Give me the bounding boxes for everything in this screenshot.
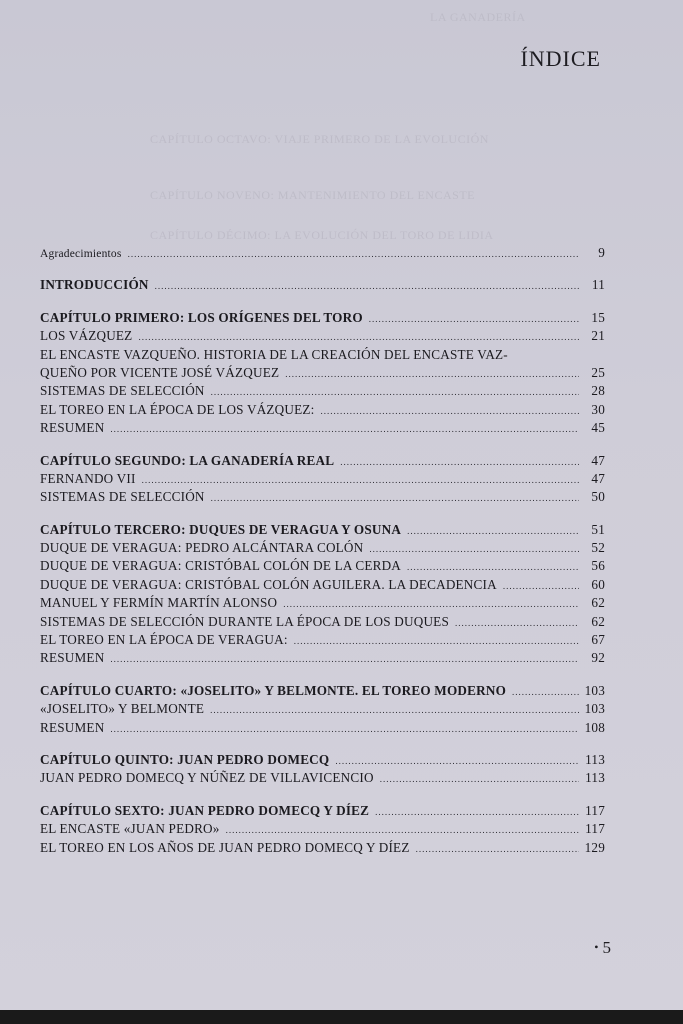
- dot-leader: [285, 365, 579, 383]
- dot-leader: [110, 720, 578, 738]
- toc-entry-page: 28: [591, 383, 605, 399]
- toc-chapter-entry[interactable]: [40, 682, 605, 700]
- toc-entry-page: 15: [591, 309, 605, 325]
- toc-entry-page: 117: [585, 821, 605, 837]
- toc-entry-page: 56: [591, 558, 605, 574]
- dot-leader: [503, 577, 579, 595]
- toc-entry[interactable]: [40, 346, 605, 383]
- toc-entry[interactable]: [40, 769, 605, 787]
- toc-entry-label: EL ENCASTE «JUAN PEDRO»: [40, 821, 220, 837]
- toc-entry[interactable]: [40, 557, 605, 575]
- show-through-text: LA GANADERÍA: [430, 10, 526, 24]
- dot-leader: [110, 650, 579, 668]
- dot-leader: [416, 840, 579, 858]
- toc-entry-label: FERNANDO VII: [40, 470, 136, 486]
- toc-entry-page: 113: [585, 752, 605, 767]
- toc-entry-label: CAPÍTULO TERCERO: DUQUES DE VERAGUA Y OSUNA: [40, 521, 402, 537]
- toc-entry-continuation: [40, 364, 605, 382]
- toc-entry-label: JUAN PEDRO DOMECQ Y NÚÑEZ DE VILLAVICENCIO: [40, 770, 374, 786]
- toc-entry[interactable]: [40, 700, 605, 718]
- toc-entry-page: 51: [591, 521, 605, 537]
- toc-entry[interactable]: [40, 488, 605, 506]
- toc-entry-label: SISTEMAS DE SELECCIÓN: [40, 383, 205, 399]
- dot-leader: [211, 489, 579, 507]
- dot-leader: [407, 558, 579, 576]
- toc-entry-label: DUQUE DE VERAGUA: PEDRO ALCÁNTARA COLÓN: [40, 540, 364, 556]
- section-gap: [40, 788, 605, 802]
- toc-entry-page: 60: [591, 576, 605, 592]
- toc-entry-label: CAPÍTULO PRIMERO: LOS ORÍGENES DEL TORO: [40, 309, 363, 325]
- toc-entry-label: CAPÍTULO SEGUNDO: LA GANADERÍA REAL: [40, 452, 335, 468]
- toc-entry-label: EL ENCASTE VAZQUEÑO. HISTORIA DE LA CREACIÓN DEL ENCASTE VAZ-: [40, 346, 508, 362]
- toc-entry[interactable]: [40, 820, 605, 838]
- dot-leader: [110, 420, 579, 438]
- section-gap: [40, 262, 605, 276]
- dot-leader: [335, 752, 579, 770]
- toc-entry[interactable]: [40, 327, 605, 345]
- toc-entry-label: CAPÍTULO SEXTO: JUAN PEDRO DOMECQ Y DÍEZ: [40, 802, 370, 818]
- page-number: [594, 938, 611, 958]
- toc-entry[interactable]: [40, 576, 605, 594]
- dot-leader: [512, 683, 579, 701]
- toc-entry-page: 50: [591, 489, 605, 505]
- toc-entry-page: 67: [591, 632, 605, 648]
- toc-entry-label: RESUMEN: [40, 420, 105, 436]
- toc-entry[interactable]: [40, 382, 605, 400]
- toc-entry[interactable]: [40, 244, 605, 262]
- toc-entry-page: 52: [591, 540, 605, 556]
- toc-entry-label: Agradecimientos: [40, 248, 122, 260]
- toc-entry-label: CAPÍTULO QUINTO: JUAN PEDRO DOMECQ: [40, 752, 330, 767]
- dot-leader: [407, 522, 579, 540]
- section-gap: [40, 438, 605, 452]
- toc-entry-label: RESUMEN: [40, 650, 105, 666]
- dot-leader: [455, 614, 579, 632]
- toc-entry-page: 30: [591, 401, 605, 417]
- show-through-text: CAPÍTULO NOVENO: MANTENIMIENTO DEL ENCASTE: [150, 188, 475, 202]
- dot-leader: [226, 821, 579, 839]
- toc-chapter-entry[interactable]: [40, 309, 605, 327]
- dot-leader: [283, 595, 579, 613]
- dot-leader: [138, 328, 579, 346]
- toc-entry-page: 62: [591, 595, 605, 611]
- page-title: ÍNDICE: [520, 46, 601, 71]
- table-of-contents: [40, 244, 605, 857]
- dot-leader: [294, 632, 579, 650]
- folio-bullet: •: [594, 940, 599, 954]
- toc-entry-label: LOS VÁZQUEZ: [40, 328, 133, 344]
- toc-entry-page: 9: [598, 245, 605, 260]
- section-gap: [40, 507, 605, 521]
- dot-leader: [128, 245, 579, 263]
- toc-entry-label-continued: QUEÑO POR VICENTE JOSÉ VÁZQUEZ: [40, 364, 280, 380]
- toc-entry-label: DUQUE DE VERAGUA: CRISTÓBAL COLÓN AGUILERA. LA DECADENCIA: [40, 576, 497, 592]
- dot-leader: [211, 383, 579, 401]
- toc-entry-label: EL TOREO EN LA ÉPOCA DE LOS VÁZQUEZ:: [40, 401, 315, 417]
- toc-entry-page: 45: [591, 420, 605, 436]
- dot-leader: [340, 453, 579, 471]
- toc-entry-label: RESUMEN: [40, 719, 105, 735]
- toc-entry-page: 117: [585, 802, 605, 818]
- toc-entry[interactable]: [40, 539, 605, 557]
- toc-entry[interactable]: [40, 419, 605, 437]
- toc-entry-page: 47: [591, 452, 605, 468]
- toc-entry-label: CAPÍTULO CUARTO: «JOSELITO» Y BELMONTE. EL TOREO MODERNO: [40, 682, 507, 698]
- toc-entry[interactable]: [40, 719, 605, 737]
- toc-entry-page: 62: [591, 613, 605, 629]
- folio-number: 5: [602, 938, 611, 957]
- section-gap: [40, 295, 605, 309]
- dot-leader: [210, 701, 578, 719]
- toc-entry-label: «JOSELITO» Y BELMONTE: [40, 701, 205, 717]
- toc-entry-label: INTRODUCCIÓN: [40, 277, 149, 293]
- toc-chapter-entry[interactable]: [40, 521, 605, 539]
- toc-entry-page: 25: [591, 364, 605, 380]
- dot-leader: [375, 803, 579, 821]
- toc-entry-page: 47: [591, 470, 605, 486]
- dot-leader: [155, 277, 579, 295]
- dot-leader: [369, 310, 579, 328]
- toc-entry-label: SISTEMAS DE SELECCIÓN: [40, 489, 205, 505]
- toc-entry[interactable]: [40, 631, 605, 649]
- toc-chapter-entry[interactable]: [40, 276, 605, 294]
- toc-entry[interactable]: [40, 839, 605, 857]
- show-through-text: CAPÍTULO DÉCIMO: LA EVOLUCIÓN DEL TORO DE LIDIA: [150, 228, 494, 242]
- toc-entry[interactable]: [40, 613, 605, 631]
- toc-entry-label: SISTEMAS DE SELECCIÓN DURANTE LA ÉPOCA DE LOS DUQUES: [40, 613, 449, 629]
- dot-leader: [369, 540, 579, 558]
- toc-entry-page: 103: [584, 701, 605, 717]
- section-gap: [40, 668, 605, 682]
- section-gap: [40, 737, 605, 751]
- toc-entry-page: 11: [591, 277, 605, 293]
- toc-entry[interactable]: [40, 470, 605, 488]
- dot-leader: [380, 770, 579, 788]
- toc-entry-label: DUQUE DE VERAGUA: CRISTÓBAL COLÓN DE LA CERDA: [40, 558, 402, 574]
- toc-entry-page: 129: [584, 839, 605, 855]
- toc-entry-label: MANUEL Y FERMÍN MARTÍN ALONSO: [40, 595, 278, 611]
- toc-entry-page: 113: [585, 770, 605, 786]
- toc-entry-page: 103: [584, 682, 605, 698]
- toc-entry-page: 108: [584, 719, 605, 735]
- toc-chapter-entry[interactable]: [40, 751, 605, 769]
- toc-chapter-entry[interactable]: [40, 452, 605, 470]
- show-through-text: CAPÍTULO OCTAVO: VIAJE PRIMERO DE LA EVOLUCIÓN: [150, 132, 489, 146]
- dot-leader: [142, 471, 579, 489]
- toc-entry-label: EL TOREO EN LA ÉPOCA DE VERAGUA:: [40, 632, 288, 648]
- toc-entry-page: 92: [591, 650, 605, 666]
- toc-chapter-entry[interactable]: [40, 802, 605, 820]
- toc-entry-page: 21: [591, 328, 605, 344]
- dot-leader: [321, 402, 580, 420]
- toc-entry-label: EL TOREO EN LOS AÑOS DE JUAN PEDRO DOMECQ Y DÍEZ: [40, 839, 410, 855]
- toc-entry[interactable]: [40, 401, 605, 419]
- toc-entry[interactable]: [40, 594, 605, 612]
- toc-entry[interactable]: [40, 649, 605, 667]
